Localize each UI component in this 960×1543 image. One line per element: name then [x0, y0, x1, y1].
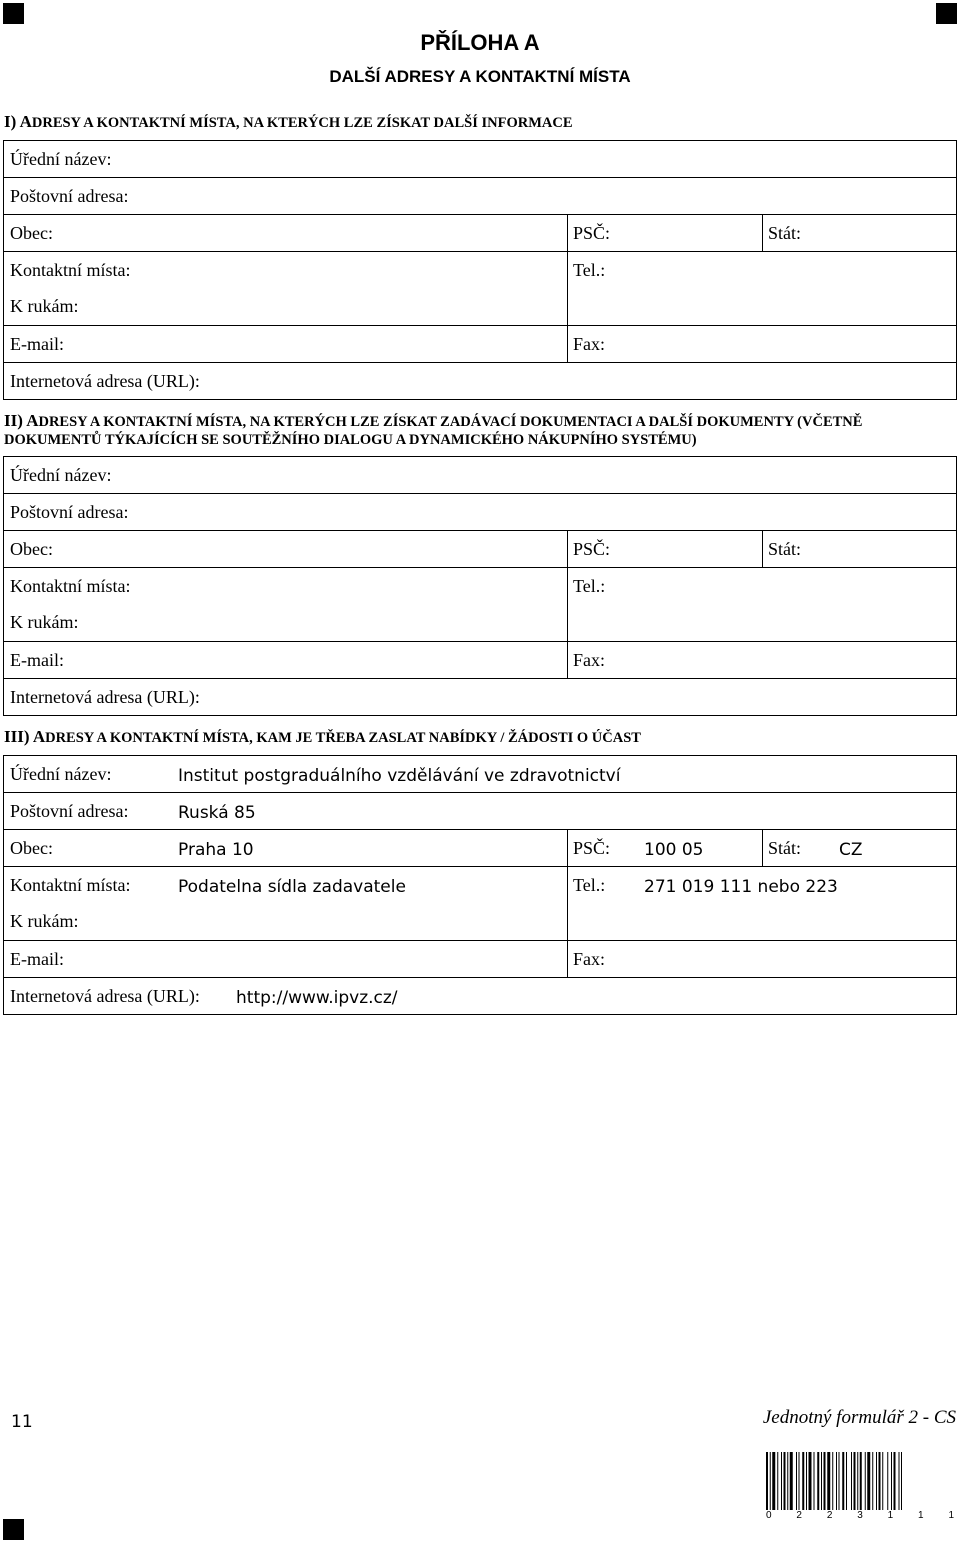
postal-address-row[interactable] — [3, 493, 957, 530]
postal-code-value: 100 05 — [644, 840, 704, 860]
contact-row[interactable] — [3, 567, 957, 604]
divider — [567, 531, 568, 567]
postal-code-label: PSČ: — [573, 838, 611, 858]
divider — [567, 941, 568, 977]
url-value[interactable]: http://www.ipvz.cz/ — [236, 988, 398, 1008]
section-3-heading — [4, 728, 954, 747]
fax-label: Fax: — [573, 949, 606, 969]
barcode-digit: 1 — [887, 1510, 894, 1521]
official-name-value: Institut postgraduálního vzdělávání ve zdravotnictví — [178, 766, 621, 786]
url-label: Internetová adresa (URL): — [10, 986, 200, 1006]
email-label: E-mail: — [10, 334, 64, 354]
url-label: Internetová adresa (URL): — [10, 687, 200, 707]
postal-code-label: PSČ: — [573, 539, 611, 559]
divider — [567, 215, 568, 251]
divider — [567, 326, 568, 362]
barcode-digit: 1 — [948, 1510, 954, 1521]
divider — [567, 604, 568, 641]
attention-row[interactable] — [3, 903, 957, 940]
email-row[interactable] — [3, 641, 957, 678]
email-label: E-mail: — [10, 949, 64, 969]
page-title: PŘÍLOHA A — [420, 30, 540, 55]
official-name-label: Úřední název: — [10, 465, 112, 485]
divider — [567, 903, 568, 940]
barcode-digit: 0 — [766, 1510, 772, 1521]
section-1-heading-text: DRESY A KONTAKTNÍ MÍSTA, NA KTERÝCH LZE ZÍSKAT DALŠÍ INFORMACE — [31, 115, 573, 131]
contact-points-label: Kontaktní místa: — [10, 260, 131, 280]
contact-points-label: Kontaktní místa: — [10, 875, 131, 895]
section-2-prefix: II) A — [4, 411, 39, 430]
contact-points-label: Kontaktní místa: — [10, 576, 131, 596]
barcode-digit: 3 — [857, 1510, 863, 1521]
divider — [762, 531, 763, 567]
phone-label: Tel.: — [573, 576, 606, 596]
email-row[interactable] — [3, 940, 957, 977]
town-row[interactable] — [3, 829, 957, 866]
email-label: E-mail: — [10, 650, 64, 670]
page-number: 11 — [11, 1412, 33, 1432]
town-row[interactable] — [3, 530, 957, 567]
section-3-prefix: III) A — [4, 727, 46, 746]
barcode-digits — [766, 1510, 954, 1521]
country-label: Stát: — [768, 838, 802, 858]
barcode-digit: 2 — [796, 1510, 802, 1521]
divider — [762, 830, 763, 866]
divider — [567, 867, 568, 903]
page-subtitle: DALŠÍ ADRESY A KONTAKTNÍ MÍSTA — [329, 67, 631, 86]
phone-label: Tel.: — [573, 875, 606, 895]
divider — [567, 288, 568, 325]
official-name-label: Úřední název: — [10, 764, 112, 784]
attention-label: K rukám: — [10, 911, 79, 931]
section-1-prefix: I) A — [4, 112, 32, 131]
barcode-image — [766, 1452, 954, 1510]
postal-address-row[interactable] — [3, 792, 957, 829]
divider — [567, 642, 568, 678]
barcode-digit: 2 — [826, 1510, 833, 1521]
corner-mark-bottom-left — [3, 1519, 24, 1540]
country-label: Stát: — [768, 223, 802, 243]
contact-points-value: Podatelna sídla zadavatele — [178, 877, 406, 897]
divider — [567, 252, 568, 288]
postal-code-label: PSČ: — [573, 223, 611, 243]
email-row[interactable] — [3, 325, 957, 362]
attention-label: K rukám: — [10, 612, 79, 632]
section-3-heading-text: DRESY A KONTAKTNÍ MÍSTA, KAM JE TŘEBA ZASLAT NABÍDKY / ŽÁDOSTI O ÚČAST — [45, 730, 641, 746]
country-value: CZ — [839, 840, 863, 860]
phone-value: 271 019 111 nebo 223 — [644, 877, 838, 897]
section-2-heading-text: DRESY A KONTAKTNÍ MÍSTA, NA KTERÝCH LZE ZÍSKAT ZADÁVACÍ DOKUMENTACI A DALŠÍ DOKUMENTY (VČETNĚ DOKUMENTŮ TÝKAJÍCÍCH SE SOUTĚŽNÍHO DIALOGU A DYNAMICKÉHO NÁKUPNÍHO SYSTÉMU) — [4, 414, 863, 448]
corner-mark-top-left — [3, 3, 24, 24]
postal-address-label: Poštovní adresa: — [10, 502, 129, 522]
attention-row[interactable] — [3, 604, 957, 641]
town-row[interactable] — [3, 214, 957, 251]
country-label: Stát: — [768, 539, 802, 559]
town-label: Obec: — [10, 539, 53, 559]
section-2-heading — [4, 412, 954, 449]
barcode-digit: 1 — [918, 1510, 924, 1521]
contact-row[interactable] — [3, 251, 957, 288]
official-name-row[interactable] — [3, 755, 957, 792]
town-value: Praha 10 — [178, 840, 254, 860]
town-label: Obec: — [10, 838, 53, 858]
divider — [567, 568, 568, 604]
section-1-heading — [4, 113, 954, 132]
official-name-row[interactable] — [3, 456, 957, 493]
postal-address-row[interactable] — [3, 177, 957, 214]
section-3-form — [3, 755, 957, 1015]
postal-address-value: Ruská 85 — [178, 803, 256, 823]
section-1-form — [3, 140, 957, 400]
official-name-label: Úřední název: — [10, 149, 112, 169]
fax-label: Fax: — [573, 650, 606, 670]
divider — [762, 215, 763, 251]
official-name-row[interactable] — [3, 140, 957, 177]
form-name: Jednotný formulář 2 - CS — [762, 1407, 956, 1428]
town-label: Obec: — [10, 223, 53, 243]
postal-address-label: Poštovní adresa: — [10, 801, 129, 821]
divider — [567, 830, 568, 866]
section-2-form — [3, 456, 957, 716]
attention-row[interactable] — [3, 288, 957, 325]
fax-label: Fax: — [573, 334, 606, 354]
url-row[interactable] — [3, 977, 957, 1015]
url-row[interactable] — [3, 362, 957, 400]
phone-label: Tel.: — [573, 260, 606, 280]
url-label: Internetová adresa (URL): — [10, 371, 200, 391]
corner-mark-top-right — [936, 3, 957, 24]
attention-label: K rukám: — [10, 296, 79, 316]
postal-address-label: Poštovní adresa: — [10, 186, 129, 206]
url-row[interactable] — [3, 678, 957, 716]
contact-row[interactable] — [3, 866, 957, 903]
